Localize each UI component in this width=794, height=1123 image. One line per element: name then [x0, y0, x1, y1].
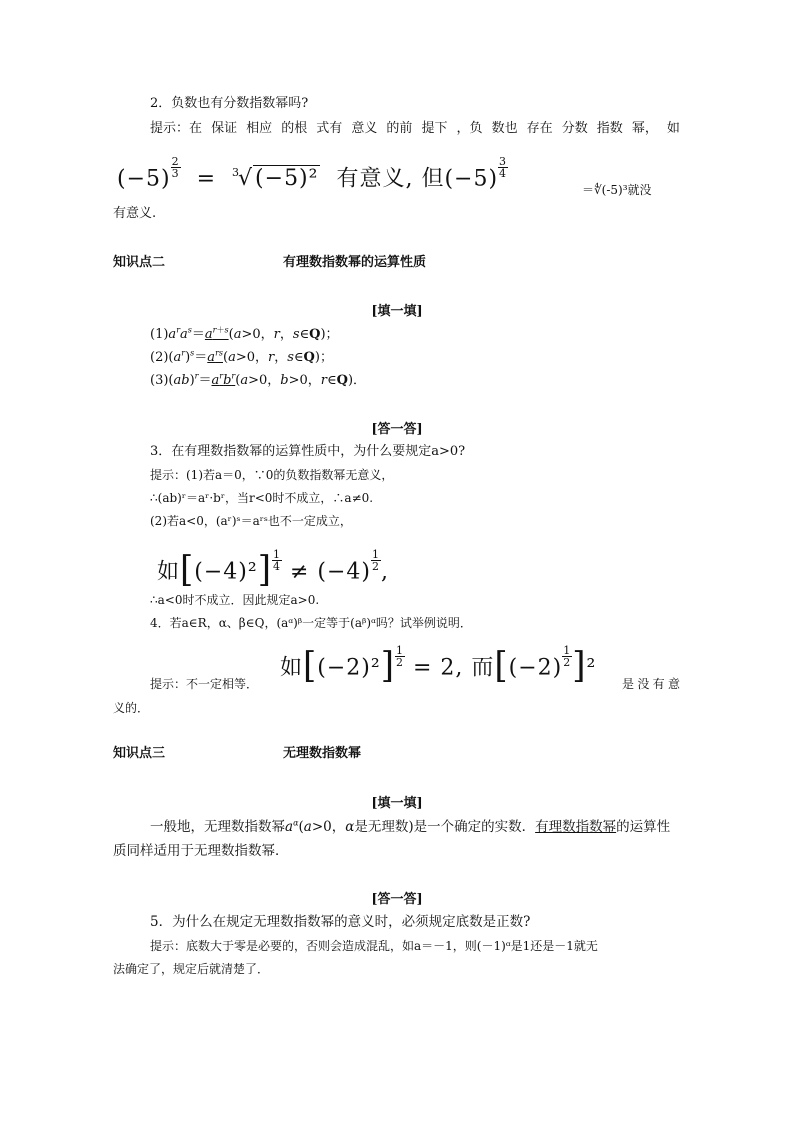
question-3-hint-2: ∴(ab)ʳ＝aʳ·bʳ，当r<0时不成立，∴a≠0. — [150, 491, 374, 505]
question-2-math: (−5) $\frac{2}{3}$ = $^3$√(−5)² 有意义, 但(−5) $\frac{3}{4}$ — [117, 155, 508, 192]
section-title-2: 有理数指数幂的运算性质 — [283, 255, 427, 270]
hint-word: 提下 — [421, 121, 448, 136]
question-2: 2．负数也有分数指数幂吗? — [150, 96, 309, 111]
question-4-hint: 提示：不一定相等． — [150, 677, 259, 691]
rule-3: $(3)(ab)^r=a^rb^r(a>0$，b>0，r∈Q)． — [150, 371, 367, 388]
hint-word: ，负 — [456, 121, 483, 136]
hint-word: 幂， — [631, 121, 658, 136]
hint-word: 如 — [666, 121, 680, 136]
hint-word: 存在 — [526, 121, 553, 136]
hint-word: 的前 — [386, 121, 413, 136]
question-2-end: 有意义. — [113, 206, 157, 221]
question-5-hint-1: 提示：底数大于零是必要的，否则会造成混乱，如a＝－1，则(－1)ᵅ是1还是－1就无 — [150, 939, 598, 953]
hint-word: 保证 — [211, 121, 238, 136]
tail-word: 有 — [652, 677, 665, 691]
answer-label-2: [答一答] — [371, 422, 423, 437]
fill-label-3: [填一填] — [371, 796, 423, 811]
hint-word: 式有 — [316, 121, 343, 136]
section-3-text-1: 一般地，无理数指数幂$a^\alpha(a>0$，α是无理数)是一个确定的实数．有理数指数幂的运算性 — [150, 818, 671, 835]
tail-word: 意 — [667, 677, 680, 691]
hint-word: 提示：在 — [150, 121, 203, 136]
section-3-text-2: 质同样适用于无理数指数幂． — [113, 843, 289, 859]
tail-word: 没 — [637, 677, 650, 691]
rule-2: $(2)(a^r)^s=a^{rs}(a>0$，r，s∈Q)； — [150, 348, 333, 365]
question-4-end: 义的． — [113, 701, 150, 715]
question-4: 4．若a∈R，α、β∈Q，(aᵅ)ᵝ一定等于(aᵝ)ᵅ吗？试举例说明． — [150, 616, 472, 630]
tail-word: 是 — [622, 677, 635, 691]
answer-label-3: [答一答] — [371, 892, 423, 907]
hint-word: 意义 — [351, 121, 378, 136]
question-5-hint-2: 法确定了，规定后就清楚了． — [113, 962, 270, 976]
hint-word: 相应 — [246, 121, 273, 136]
question-3-hint-1: 提示：(1)若a＝0，∵0的负数指数幂无意义， — [150, 468, 394, 482]
question-4-tail — [622, 676, 680, 692]
question-3-hint-3: (2)若a<0，(aʳ)ˢ＝aʳˢ也不一定成立， — [150, 514, 352, 528]
question-4-math: 如[(−2)²] $\frac{1}{2}$ = 2, 而[(−2) $\frac{1}{2}$ ]² — [280, 644, 597, 688]
question-2-hint — [150, 121, 680, 137]
hint-word: 分数 — [561, 121, 588, 136]
question-3-hint-4: ∴a<0时不成立．因此规定a>0. — [150, 593, 320, 607]
hint-word: 指数 — [596, 121, 623, 136]
hint-word: 的根 — [281, 121, 308, 136]
section-label-3: 知识点三 — [113, 746, 166, 761]
section-label-2: 知识点二 — [113, 255, 166, 270]
section-title-3: 无理数指数幂 — [283, 746, 362, 761]
rule-1: $(1)a^ra^s=a^{r+s}(a>0$，r，s∈Q)； — [150, 325, 339, 342]
hint-word: 数也 — [491, 121, 518, 136]
question-2-tail: ＝∜(-5)³就没 — [582, 183, 652, 197]
fill-label-2: [填一填] — [371, 304, 423, 319]
question-3-math: 如[(−4)²] $\frac{1}{4}$ ≠ (−4) $\frac{1}{2}$ , — [157, 548, 389, 592]
question-3: 3．在有理数指数幂的运算性质中，为什么要规定a>0? — [150, 444, 466, 459]
question-5: 5．为什么在规定无理数指数幂的意义时，必须规定底数是正数? — [150, 914, 531, 930]
